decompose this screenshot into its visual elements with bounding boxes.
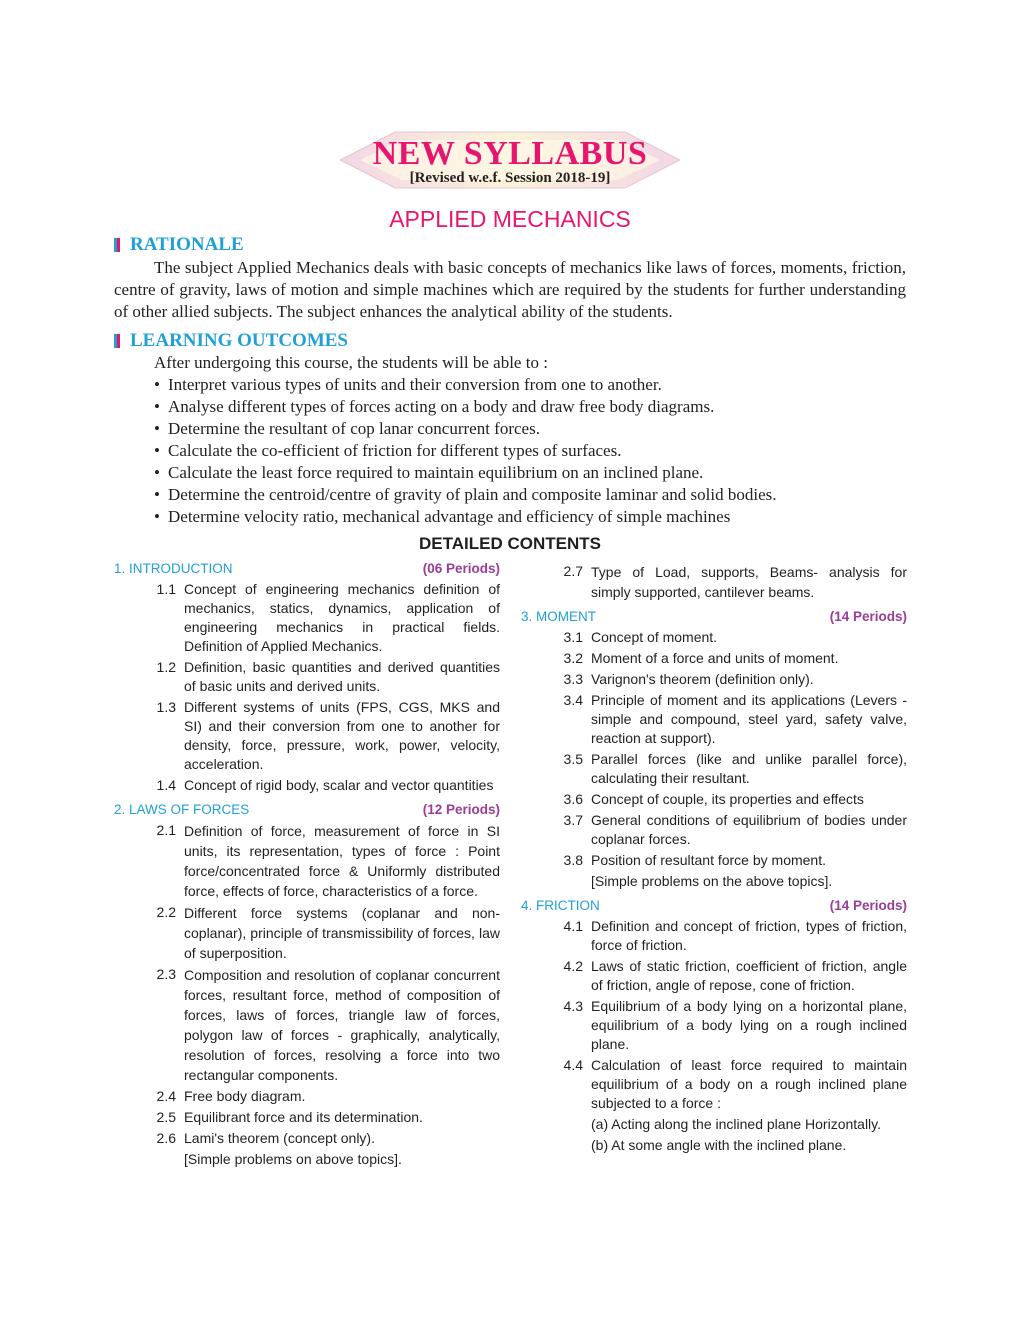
topic-text: Concept of engineering mechanics definition of mechanics, statics, dynamics, application of engineering mechanics in practical fields. Definition of Applied Mechanics. [184,581,500,654]
topic-number: 4.3 [563,998,583,1014]
topic-number: 1.2 [156,659,176,675]
topic-text: Principle of moment and its applications (Levers - simple and compound, steel yard, safety valve, reaction at support). [591,692,907,746]
detailed-contents-heading: DETAILED CONTENTS [419,534,601,553]
bullet-icon: • [154,507,160,526]
list-item-text: Determine velocity ratio, mechanical advantage and efficiency of simple machines [168,507,731,526]
rationale-text: The subject Applied Mechanics deals with basic concepts of mechanics like laws of forces, moments, friction, centre of gravity, laws of motion and simple machines which are required by the students for further understanding of other allied subjects. The subject enhances the analytical ability of the students. [114,258,906,321]
topic-item [521,649,907,668]
topic-note: [Simple problems on above topics]. [184,1151,402,1167]
bullet-icon: • [154,419,160,438]
rationale-heading-text: RATIONALE [130,234,244,255]
topic-item [521,628,907,647]
topic-number: 1.1 [156,581,176,597]
topic-note: [Simple problems on the above topics]. [591,873,833,889]
topic-item [521,750,907,788]
outcomes-list [154,374,914,528]
list-item-text: Calculate the co-efficient of friction for different types of surfaces. [168,441,622,460]
topic-text: Different force systems (coplanar and non-coplanar), principle of transmissibility of forces, law of superposition. [184,905,500,961]
unit-periods: (14 Periods) [829,609,907,624]
list-item-text: Analyse different types of forces acting on a body and draw free body diagrams. [168,397,715,416]
list-item-text: Determine the centroid/centre of gravity of plain and composite laminar and solid bodies. [168,485,777,504]
topic-item [114,903,500,963]
unit-heading [521,608,907,626]
topic-number: 3.6 [563,791,583,807]
topic-item [521,790,907,809]
topic-item [114,965,500,1085]
list-item [154,396,914,418]
topic-item [521,670,907,689]
bullet-icon: • [154,485,160,504]
topic-number: 3.5 [563,751,583,767]
topic-item [521,851,907,891]
topic-text: Calculation of least force required to maintain equilibrium of a body on a rough inclined plane subjected to a force : [591,1057,907,1111]
topic-text: Definition, basic quantities and derived quantities of basic units and derived units. [184,659,500,694]
list-item-text: Determine the resultant of cop lanar concurrent forces. [168,419,540,438]
topic-item [114,1108,500,1127]
list-item-text: Interpret various types of units and their conversion from one to another. [168,375,662,394]
unit-periods: (12 Periods) [422,802,500,817]
topic-text: Equilibrant force and its determination. [184,1109,423,1125]
topic-text: Laws of static friction, coefficient of friction, angle of friction, angle of repose, cone of friction. [591,958,907,993]
bullet-icon: • [154,463,160,482]
bullet-icon: • [154,375,160,394]
topic-item [114,658,500,696]
topic-number: 4.2 [563,958,583,974]
topic-text-block [591,1056,907,1155]
topic-number: 2.5 [156,1109,176,1125]
topic-number: 2.7 [563,563,583,579]
outcomes-lead: After undergoing this course, the students will be able to : [154,353,548,372]
topic-text: Type of Load, supports, Beams- analysis for simply supported, cantilever beams. [591,564,907,600]
topic-text: Varignon's theorem (definition only). [591,671,814,687]
bullet-icon: • [154,397,160,416]
outcomes-list-block [154,352,914,528]
topic-item [114,580,500,656]
topic-item [114,821,500,901]
contents-left-column [114,560,500,1169]
topic-number: 3.4 [563,692,583,708]
topic-number: 3.2 [563,650,583,666]
topic-item [114,1129,500,1169]
rationale-heading [114,234,244,256]
topic-text: Moment of a force and units of moment. [591,650,839,666]
topic-number: 2.4 [156,1088,176,1104]
list-item [154,506,914,528]
topic-item [521,691,907,748]
list-item [154,462,914,484]
topic-item [114,698,500,774]
topic-number: 4.4 [563,1057,583,1073]
rationale-paragraph [114,257,906,323]
topic-item [114,776,500,795]
topic-number: 3.1 [563,629,583,645]
bullet-icon: • [154,441,160,460]
topic-text-block [184,1129,500,1169]
unit-title: 1. INTRODUCTION [114,561,233,576]
topic-item [521,957,907,995]
topic-number: 1.4 [156,777,176,793]
topic-number: 3.3 [563,671,583,687]
section-marker-icon [114,238,120,252]
topic-text: Free body diagram. [184,1088,306,1104]
unit-heading [114,801,500,819]
topic-number: 1.3 [156,699,176,715]
topic-number: 4.1 [563,918,583,934]
banner-title: NEW SYLLABUS [372,135,648,172]
unit-title: 3. MOMENT [521,609,597,624]
topic-text: Parallel forces (like and unlike parallel force), calculating their resultant. [591,751,907,786]
topic-number: 2.1 [156,822,176,838]
topic-item [521,917,907,955]
contents-right-column [521,560,907,1155]
topic-text: Concept of couple, its properties and effects [591,791,864,807]
topic-item [521,997,907,1054]
topic-number: 3.7 [563,812,583,828]
topic-number: 2.2 [156,904,176,920]
outcomes-heading-text: LEARNING OUTCOMES [130,330,348,351]
topic-text: Definition of force, measurement of force in SI units, its representation, types of force : Point force/concentrated force & Uniformly distributed force, effects of force, characteristics of a force. [184,823,500,899]
list-item-text: Calculate the least force required to maintain equilibrium on an inclined plane. [168,463,704,482]
unit-heading [114,560,500,578]
syllabus-banner [340,130,680,190]
unit-title: 2. LAWS OF FORCES [114,802,250,817]
topic-item [521,562,907,602]
subject-title: APPLIED MECHANICS [389,206,631,232]
topic-text: Different systems of units (FPS, CGS, MKS and SI) and their conversion from one to another for density, force, pressure, work, power, velocity, acceleration. [184,699,500,772]
topic-item [521,1056,907,1155]
topic-text: Concept of moment. [591,629,718,645]
list-item [154,484,914,506]
topic-subitem-a: (a) Acting along the inclined plane Horizontally. [591,1116,882,1132]
topic-text: Position of resultant force by moment. [591,852,826,868]
topic-text: Equilibrium of a body lying on a horizontal plane, equilibrium of a body lying on a rough inclined plane. [591,998,907,1052]
topic-text-block [591,851,907,891]
outcomes-heading [114,330,348,352]
topic-item [521,811,907,849]
list-item [154,418,914,440]
unit-periods: (06 Periods) [422,561,500,576]
topic-text: Composition and resolution of coplanar concurrent forces, resultant force, method of composition of forces, laws of forces, triangle law of forces, polygon law of forces - graphically, analytically, resolution of forces, resolving a force into two rectangular components. [184,967,500,1083]
topic-text: Concept of rigid body, scalar and vector quantities [184,777,494,793]
topic-number: 2.3 [156,966,176,982]
list-item [154,374,914,396]
topic-text: Definition and concept of friction, types of friction, force of friction. [591,918,907,953]
unit-periods: (14 Periods) [829,898,907,913]
topic-number: 3.8 [563,852,583,868]
unit-heading [521,897,907,915]
topic-text: Lami's theorem (concept only). [184,1130,375,1146]
topic-subitem-b: (b) At some angle with the inclined plane. [591,1137,847,1153]
banner-subtitle: [Revised w.e.f. Session 2018-19] [409,170,611,186]
list-item [154,440,914,462]
topic-item [114,1087,500,1106]
topic-text: General conditions of equilibrium of bodies under coplanar forces. [591,812,907,847]
section-marker-icon [114,334,120,348]
unit-title: 4. FRICTION [521,898,600,913]
topic-number: 2.6 [156,1130,176,1146]
